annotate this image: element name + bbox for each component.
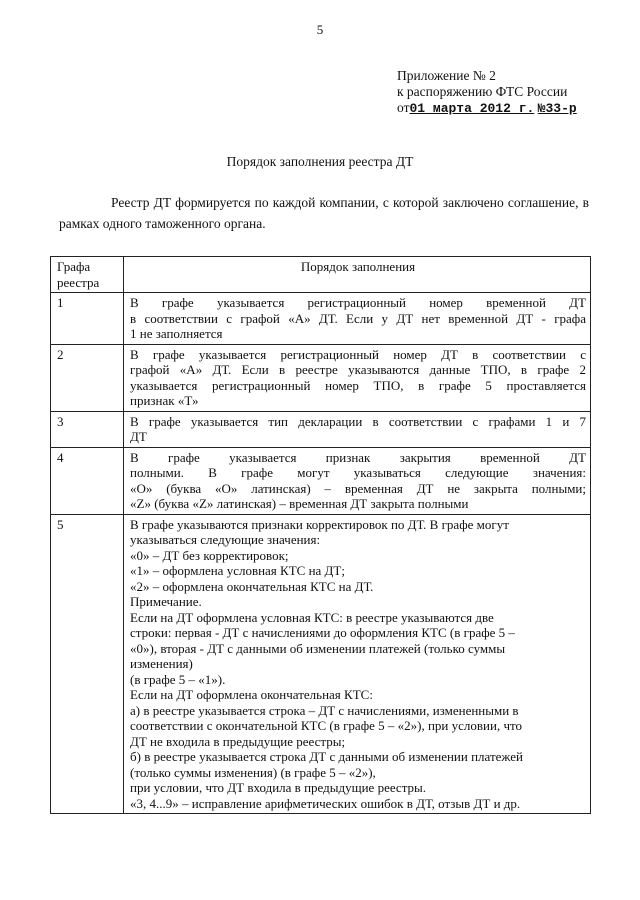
row-text-line: (в графе 5 – «1»). xyxy=(130,671,226,687)
row-text-line: строки: первая - ДТ с начислениями до оформления КТС (в графе 5 – xyxy=(130,625,515,640)
row-text-line: «2» – оформлена окончательная КТС на ДТ. xyxy=(130,578,374,594)
appendix-order-number: №33-р xyxy=(537,101,577,116)
table-row xyxy=(51,447,591,514)
table-row xyxy=(51,411,591,447)
row-text-line: (только суммы изменения) (в графе 5 – «2»), xyxy=(130,764,376,780)
row-description-cell xyxy=(124,344,591,411)
row-text-line: соответствии с окончательной КТС (в графе 5 – «2»), при условии, что xyxy=(130,718,522,733)
row-text-line: Примечание. xyxy=(130,594,202,609)
table-row xyxy=(51,514,591,814)
row-text-line: 1 не заполняется xyxy=(130,326,223,341)
header-col1-line2: реестра xyxy=(57,274,100,290)
appendix-order-ref: к распоряжению ФТС России xyxy=(397,84,568,99)
appendix-title: Приложение № 2 xyxy=(397,68,496,83)
appendix-date: 01 марта 2012 г. xyxy=(409,101,535,116)
row-text-line: при условии, что ДТ входила в предыдущие реестры. xyxy=(130,780,427,795)
row-text-line: б) в реестре указывается строка ДТ с данными об изменении платежей xyxy=(130,749,523,764)
table-row xyxy=(51,344,591,411)
document-title: Порядок заполнения реестра ДТ xyxy=(226,154,414,169)
table-header-row xyxy=(51,257,591,293)
row-description-cell xyxy=(124,411,591,447)
row-text-line: «3, 4...9» – исправление арифметических ошибок в ДТ, отзыв ДТ и др. xyxy=(130,795,521,811)
row-text-line: В графе указываются признаки корректировок по ДТ. В графе могут xyxy=(130,516,509,532)
row-text-line: ДТ не входила в предыдущие реестры; xyxy=(130,733,346,749)
row-text-line: ДТ xyxy=(130,429,147,444)
registry-table xyxy=(50,256,591,814)
row-text-line: полными. В графе могут указываться следующие значения: xyxy=(130,465,586,480)
row-text-line: в соответствии с графой «А» ДТ. Если у ДТ нет временной ДТ - графа xyxy=(130,310,586,326)
row-text-line: указываться следующие значения: xyxy=(130,532,321,547)
row-text-line: В графе указывается регистрационный номер ДТ в соответствии с xyxy=(130,346,586,362)
row-text-line: указывается регистрационный номер ТПО, в графе 5 проставляется xyxy=(130,377,586,393)
row-text-line: признак «Т» xyxy=(130,393,199,408)
row-text-line: «1» – оформлена условная КТС на ДТ; xyxy=(130,563,345,578)
row-text-line: «0» – ДТ без корректировок; xyxy=(130,547,289,563)
row-text-line: «0»), вторая - ДТ с данными об изменении платежей (только суммы xyxy=(130,640,506,656)
row-number-cell: 3 xyxy=(51,411,124,447)
row-text-line: «O» (буква «O» латинская) – временная ДТ не закрыта полными; xyxy=(130,480,586,496)
row-text-line: графой «А» ДТ. Если в реестре указываются данные ТПО, в графе 2 xyxy=(130,362,586,377)
row-text-line: «Z» (буква «Z» латинская) – временная ДТ закрыта полными xyxy=(130,496,469,511)
appendix-date-row xyxy=(397,100,577,117)
row-description-cell xyxy=(124,447,591,514)
table-body xyxy=(51,293,591,814)
intro-paragraph: Реестр ДТ формируется по каждой компании, с которой заключено соглашение, в рамках одного таможенного органа. xyxy=(59,195,589,231)
row-number-cell: 2 xyxy=(51,344,124,411)
header-col1-line1: Графа xyxy=(57,259,91,274)
row-text-line: Если на ДТ оформлена условная КТС: в реестре указываются две xyxy=(130,609,494,625)
row-text-line: Если на ДТ оформлена окончательная КТС: xyxy=(130,687,373,702)
row-text-line: а) в реестре указывается строка – ДТ с начислениями, измененными в xyxy=(130,702,519,718)
row-number-cell: 5 xyxy=(51,514,124,814)
row-description-cell xyxy=(124,293,591,345)
header-column-order: Порядок заполнения xyxy=(124,257,591,293)
row-number-cell: 1 xyxy=(51,293,124,345)
row-description-cell xyxy=(124,514,591,814)
page-number: 5 xyxy=(316,22,324,37)
header-column-number xyxy=(51,257,124,293)
appendix-date-prefix: от xyxy=(397,100,410,115)
appendix-block xyxy=(397,68,577,117)
row-text-line: В графе указывается признак закрытия временной ДТ xyxy=(130,449,586,465)
row-text-line: В графе указывается регистрационный номер временной ДТ xyxy=(130,295,586,310)
row-number-cell: 4 xyxy=(51,447,124,514)
table-row xyxy=(51,293,591,345)
row-text-line: изменения) xyxy=(130,656,193,671)
row-text-line: В графе указывается тип декларации в соответствии с графами 1 и 7 xyxy=(130,413,586,429)
